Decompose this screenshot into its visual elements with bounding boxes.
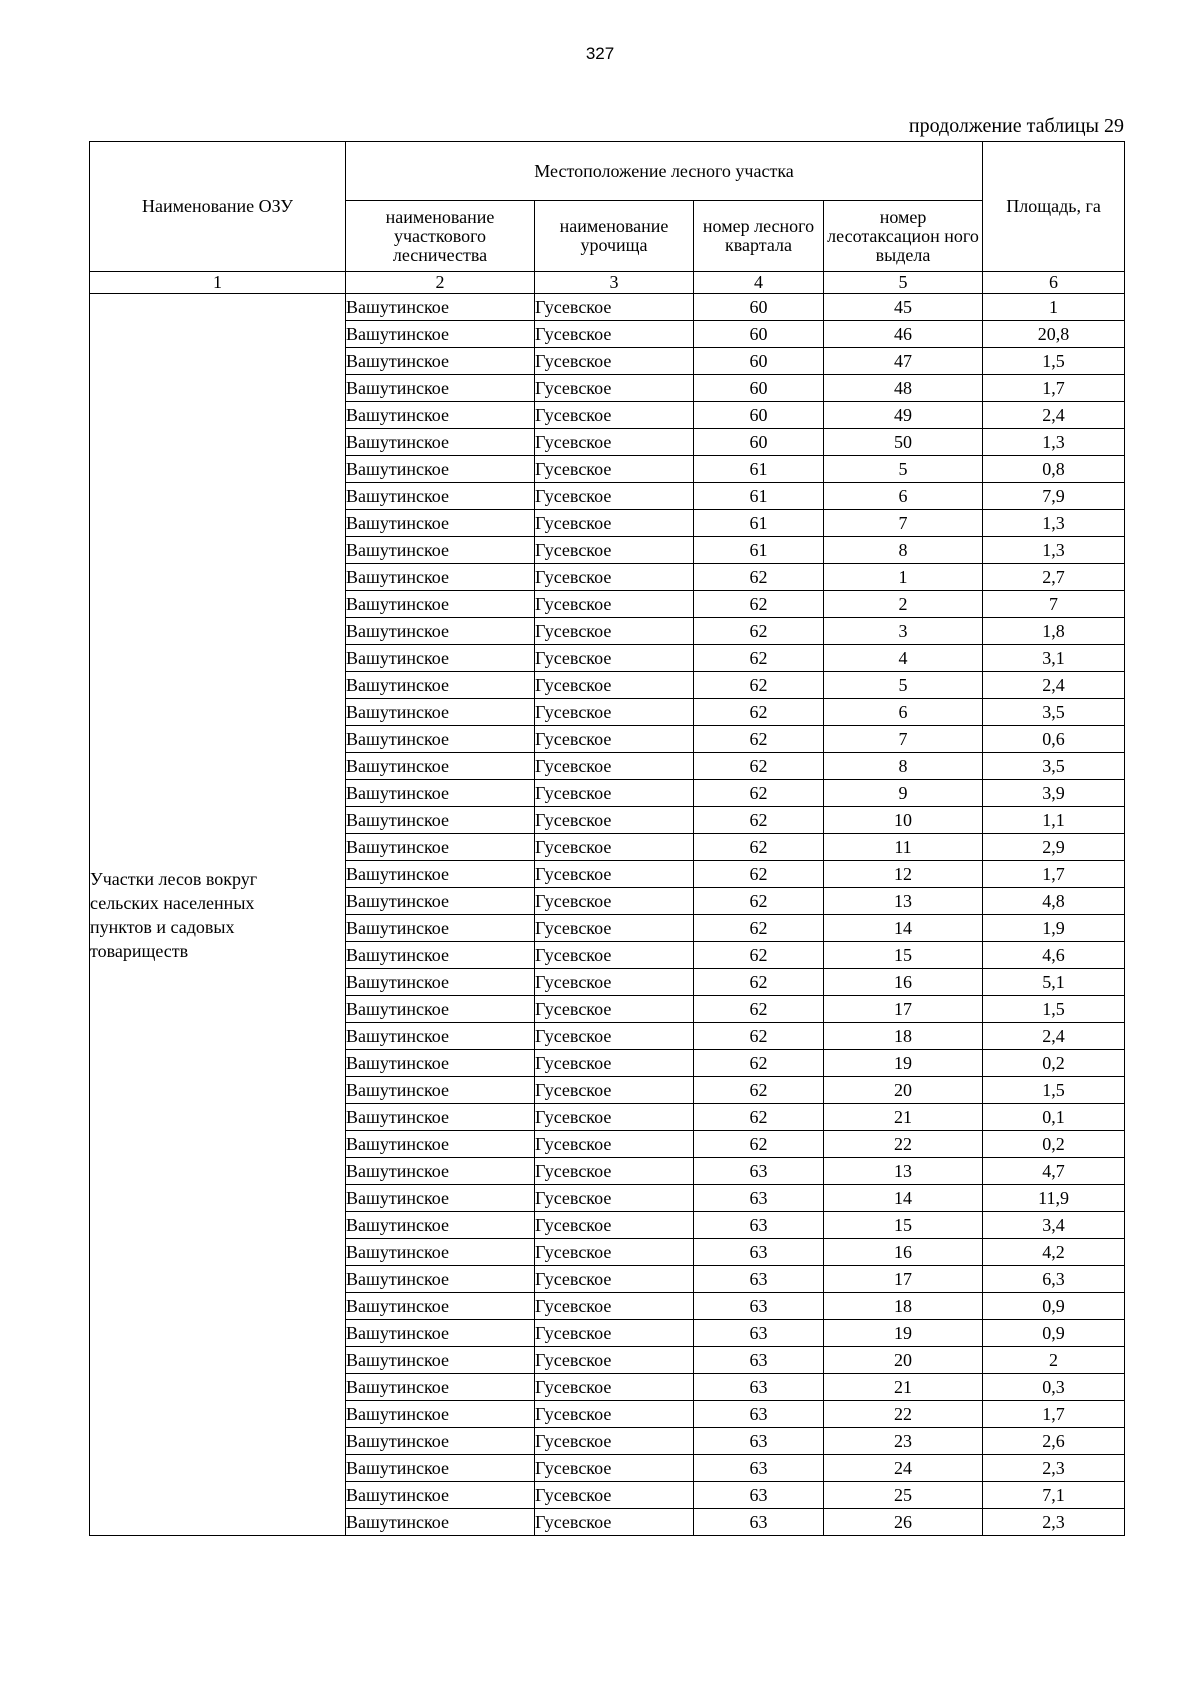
cell-area: 2,4 xyxy=(983,1023,1125,1050)
ozu-name-cell xyxy=(90,294,346,1536)
cell-quarter: 62 xyxy=(694,969,824,996)
cell-district: Вашутинское xyxy=(346,429,535,456)
cell-district: Вашутинское xyxy=(346,1239,535,1266)
cell-allotment: 19 xyxy=(824,1050,983,1077)
cell-area: 2,7 xyxy=(983,564,1125,591)
cell-allotment: 16 xyxy=(824,969,983,996)
column-number: 1 xyxy=(90,272,346,294)
cell-area: 3,5 xyxy=(983,753,1125,780)
cell-allotment: 22 xyxy=(824,1131,983,1158)
cell-allotment: 25 xyxy=(824,1482,983,1509)
cell-district: Вашутинское xyxy=(346,1023,535,1050)
cell-area: 3,1 xyxy=(983,645,1125,672)
cell-area: 5,1 xyxy=(983,969,1125,996)
cell-area: 3,9 xyxy=(983,780,1125,807)
cell-allotment: 17 xyxy=(824,996,983,1023)
ozu-name: Участки лесов вокруг сельских населенных пунктов и садовых товариществ xyxy=(90,868,258,961)
cell-allotment: 21 xyxy=(824,1104,983,1131)
cell-area: 1,3 xyxy=(983,429,1125,456)
cell-district: Вашутинское xyxy=(346,1401,535,1428)
header-tract: наименование урочища xyxy=(535,201,694,272)
cell-quarter: 60 xyxy=(694,321,824,348)
cell-district: Вашутинское xyxy=(346,483,535,510)
cell-quarter: 63 xyxy=(694,1212,824,1239)
cell-tract: Гусевское xyxy=(535,1158,694,1185)
cell-tract: Гусевское xyxy=(535,1131,694,1158)
cell-district: Вашутинское xyxy=(346,591,535,618)
cell-allotment: 49 xyxy=(824,402,983,429)
column-number: 2 xyxy=(346,272,535,294)
cell-tract: Гусевское xyxy=(535,348,694,375)
column-number: 5 xyxy=(824,272,983,294)
cell-tract: Гусевское xyxy=(535,807,694,834)
cell-allotment: 15 xyxy=(824,942,983,969)
cell-district: Вашутинское xyxy=(346,1509,535,1536)
cell-area: 1 xyxy=(983,294,1125,321)
cell-district: Вашутинское xyxy=(346,969,535,996)
cell-allotment: 10 xyxy=(824,807,983,834)
cell-district: Вашутинское xyxy=(346,1320,535,1347)
cell-tract: Гусевское xyxy=(535,510,694,537)
cell-quarter: 62 xyxy=(694,1131,824,1158)
cell-area: 1,7 xyxy=(983,1401,1125,1428)
column-number: 3 xyxy=(535,272,694,294)
cell-allotment: 16 xyxy=(824,1239,983,1266)
cell-quarter: 62 xyxy=(694,1077,824,1104)
cell-district: Вашутинское xyxy=(346,1158,535,1185)
cell-district: Вашутинское xyxy=(346,645,535,672)
cell-area: 2,4 xyxy=(983,672,1125,699)
cell-quarter: 62 xyxy=(694,942,824,969)
cell-quarter: 60 xyxy=(694,402,824,429)
cell-tract: Гусевское xyxy=(535,375,694,402)
cell-district: Вашутинское xyxy=(346,1293,535,1320)
header-location-group: Местоположение лесного участка xyxy=(346,142,983,201)
cell-quarter: 62 xyxy=(694,861,824,888)
cell-tract: Гусевское xyxy=(535,402,694,429)
cell-allotment: 6 xyxy=(824,699,983,726)
cell-allotment: 19 xyxy=(824,1320,983,1347)
cell-district: Вашутинское xyxy=(346,1266,535,1293)
cell-tract: Гусевское xyxy=(535,1050,694,1077)
cell-allotment: 20 xyxy=(824,1347,983,1374)
cell-area: 2,6 xyxy=(983,1428,1125,1455)
cell-quarter: 62 xyxy=(694,618,824,645)
cell-area: 4,7 xyxy=(983,1158,1125,1185)
cell-tract: Гусевское xyxy=(535,1077,694,1104)
cell-allotment: 7 xyxy=(824,510,983,537)
cell-district: Вашутинское xyxy=(346,1104,535,1131)
cell-district: Вашутинское xyxy=(346,996,535,1023)
cell-allotment: 45 xyxy=(824,294,983,321)
cell-tract: Гусевское xyxy=(535,564,694,591)
cell-quarter: 63 xyxy=(694,1158,824,1185)
cell-district: Вашутинское xyxy=(346,510,535,537)
cell-quarter: 62 xyxy=(694,699,824,726)
cell-district: Вашутинское xyxy=(346,888,535,915)
cell-district: Вашутинское xyxy=(346,1428,535,1455)
header-area: Площадь, га xyxy=(983,142,1125,272)
header-ozu-name: Наименование ОЗУ xyxy=(90,142,346,272)
cell-area: 2,3 xyxy=(983,1509,1125,1536)
cell-quarter: 62 xyxy=(694,1104,824,1131)
cell-allotment: 48 xyxy=(824,375,983,402)
cell-tract: Гусевское xyxy=(535,591,694,618)
cell-district: Вашутинское xyxy=(346,456,535,483)
cell-tract: Гусевское xyxy=(535,1347,694,1374)
cell-district: Вашутинское xyxy=(346,942,535,969)
cell-area: 11,9 xyxy=(983,1185,1125,1212)
cell-allotment: 26 xyxy=(824,1509,983,1536)
cell-tract: Гусевское xyxy=(535,1401,694,1428)
cell-allotment: 8 xyxy=(824,753,983,780)
cell-district: Вашутинское xyxy=(346,348,535,375)
cell-area: 2,9 xyxy=(983,834,1125,861)
cell-area: 1,3 xyxy=(983,537,1125,564)
cell-allotment: 7 xyxy=(824,726,983,753)
cell-quarter: 62 xyxy=(694,753,824,780)
cell-quarter: 62 xyxy=(694,780,824,807)
cell-tract: Гусевское xyxy=(535,456,694,483)
cell-district: Вашутинское xyxy=(346,1212,535,1239)
cell-allotment: 24 xyxy=(824,1455,983,1482)
cell-district: Вашутинское xyxy=(346,915,535,942)
cell-quarter: 63 xyxy=(694,1293,824,1320)
cell-district: Вашутинское xyxy=(346,537,535,564)
cell-district: Вашутинское xyxy=(346,726,535,753)
cell-allotment: 18 xyxy=(824,1293,983,1320)
cell-quarter: 62 xyxy=(694,915,824,942)
cell-allotment: 8 xyxy=(824,537,983,564)
header-forestry-district: наименование участкового лесничества xyxy=(346,201,535,272)
cell-district: Вашутинское xyxy=(346,618,535,645)
forest-plots-table xyxy=(89,141,1125,1536)
cell-allotment: 11 xyxy=(824,834,983,861)
cell-allotment: 20 xyxy=(824,1077,983,1104)
header-allotment-number: номер лесотаксацион ного выдела xyxy=(824,201,983,272)
cell-area: 1,7 xyxy=(983,861,1125,888)
table-row xyxy=(90,294,1125,321)
cell-tract: Гусевское xyxy=(535,861,694,888)
cell-tract: Гусевское xyxy=(535,483,694,510)
cell-allotment: 47 xyxy=(824,348,983,375)
cell-allotment: 9 xyxy=(824,780,983,807)
cell-area: 0,2 xyxy=(983,1050,1125,1077)
cell-allotment: 15 xyxy=(824,1212,983,1239)
cell-tract: Гусевское xyxy=(535,672,694,699)
cell-tract: Гусевское xyxy=(535,537,694,564)
cell-area: 0,9 xyxy=(983,1293,1125,1320)
cell-quarter: 62 xyxy=(694,1050,824,1077)
cell-tract: Гусевское xyxy=(535,726,694,753)
cell-quarter: 63 xyxy=(694,1428,824,1455)
cell-tract: Гусевское xyxy=(535,645,694,672)
cell-district: Вашутинское xyxy=(346,1077,535,1104)
cell-area: 2,3 xyxy=(983,1455,1125,1482)
cell-district: Вашутинское xyxy=(346,1185,535,1212)
cell-district: Вашутинское xyxy=(346,1482,535,1509)
cell-tract: Гусевское xyxy=(535,294,694,321)
cell-quarter: 61 xyxy=(694,537,824,564)
cell-area: 0,1 xyxy=(983,1104,1125,1131)
cell-allotment: 13 xyxy=(824,888,983,915)
cell-allotment: 2 xyxy=(824,591,983,618)
cell-allotment: 5 xyxy=(824,456,983,483)
cell-quarter: 60 xyxy=(694,294,824,321)
cell-quarter: 61 xyxy=(694,510,824,537)
cell-allotment: 1 xyxy=(824,564,983,591)
cell-quarter: 63 xyxy=(694,1374,824,1401)
column-number: 6 xyxy=(983,272,1125,294)
table-body xyxy=(90,294,1125,1536)
cell-area: 1,1 xyxy=(983,807,1125,834)
cell-district: Вашутинское xyxy=(346,861,535,888)
cell-quarter: 63 xyxy=(694,1401,824,1428)
header-quarter-number: номер лесного квартала xyxy=(694,201,824,272)
cell-district: Вашутинское xyxy=(346,1347,535,1374)
cell-quarter: 61 xyxy=(694,456,824,483)
cell-quarter: 63 xyxy=(694,1455,824,1482)
cell-tract: Гусевское xyxy=(535,996,694,1023)
cell-tract: Гусевское xyxy=(535,780,694,807)
cell-district: Вашутинское xyxy=(346,375,535,402)
cell-district: Вашутинское xyxy=(346,672,535,699)
cell-area: 1,3 xyxy=(983,510,1125,537)
cell-allotment: 21 xyxy=(824,1374,983,1401)
cell-quarter: 63 xyxy=(694,1239,824,1266)
cell-quarter: 61 xyxy=(694,483,824,510)
cell-district: Вашутинское xyxy=(346,1131,535,1158)
cell-area: 2,4 xyxy=(983,402,1125,429)
page-number: 327 xyxy=(585,44,615,63)
cell-tract: Гусевское xyxy=(535,834,694,861)
cell-tract: Гусевское xyxy=(535,1509,694,1536)
cell-allotment: 14 xyxy=(824,915,983,942)
cell-allotment: 14 xyxy=(824,1185,983,1212)
cell-area: 7,1 xyxy=(983,1482,1125,1509)
cell-area: 0,3 xyxy=(983,1374,1125,1401)
cell-tract: Гусевское xyxy=(535,429,694,456)
cell-district: Вашутинское xyxy=(346,1374,535,1401)
cell-district: Вашутинское xyxy=(346,1455,535,1482)
cell-area: 1,9 xyxy=(983,915,1125,942)
cell-area: 0,8 xyxy=(983,456,1125,483)
cell-allotment: 13 xyxy=(824,1158,983,1185)
table-header xyxy=(90,142,1125,294)
cell-district: Вашутинское xyxy=(346,294,535,321)
cell-allotment: 5 xyxy=(824,672,983,699)
cell-allotment: 12 xyxy=(824,861,983,888)
column-number: 4 xyxy=(694,272,824,294)
cell-district: Вашутинское xyxy=(346,402,535,429)
cell-area: 1,8 xyxy=(983,618,1125,645)
cell-area: 1,5 xyxy=(983,348,1125,375)
cell-tract: Гусевское xyxy=(535,942,694,969)
cell-area: 1,5 xyxy=(983,1077,1125,1104)
cell-area: 7,9 xyxy=(983,483,1125,510)
cell-district: Вашутинское xyxy=(346,1050,535,1077)
cell-allotment: 17 xyxy=(824,1266,983,1293)
cell-area: 6,3 xyxy=(983,1266,1125,1293)
cell-allotment: 22 xyxy=(824,1401,983,1428)
cell-area: 1,5 xyxy=(983,996,1125,1023)
cell-area: 4,2 xyxy=(983,1239,1125,1266)
cell-quarter: 63 xyxy=(694,1482,824,1509)
cell-tract: Гусевское xyxy=(535,1374,694,1401)
cell-quarter: 63 xyxy=(694,1347,824,1374)
cell-tract: Гусевское xyxy=(535,321,694,348)
cell-quarter: 60 xyxy=(694,429,824,456)
cell-tract: Гусевское xyxy=(535,1239,694,1266)
cell-tract: Гусевское xyxy=(535,1455,694,1482)
cell-area: 4,6 xyxy=(983,942,1125,969)
cell-quarter: 63 xyxy=(694,1185,824,1212)
cell-allotment: 4 xyxy=(824,645,983,672)
cell-district: Вашутинское xyxy=(346,807,535,834)
cell-area: 1,7 xyxy=(983,375,1125,402)
cell-tract: Гусевское xyxy=(535,753,694,780)
cell-tract: Гусевское xyxy=(535,1293,694,1320)
cell-quarter: 62 xyxy=(694,996,824,1023)
cell-allotment: 50 xyxy=(824,429,983,456)
cell-quarter: 60 xyxy=(694,348,824,375)
cell-tract: Гусевское xyxy=(535,1482,694,1509)
cell-quarter: 63 xyxy=(694,1320,824,1347)
cell-tract: Гусевское xyxy=(535,969,694,996)
cell-district: Вашутинское xyxy=(346,321,535,348)
cell-allotment: 6 xyxy=(824,483,983,510)
cell-quarter: 60 xyxy=(694,375,824,402)
cell-tract: Гусевское xyxy=(535,1185,694,1212)
cell-quarter: 62 xyxy=(694,672,824,699)
cell-tract: Гусевское xyxy=(535,699,694,726)
cell-district: Вашутинское xyxy=(346,834,535,861)
cell-area: 0,9 xyxy=(983,1320,1125,1347)
cell-tract: Гусевское xyxy=(535,1212,694,1239)
cell-tract: Гусевское xyxy=(535,1104,694,1131)
cell-quarter: 62 xyxy=(694,807,824,834)
cell-district: Вашутинское xyxy=(346,780,535,807)
cell-area: 3,4 xyxy=(983,1212,1125,1239)
cell-district: Вашутинское xyxy=(346,753,535,780)
cell-quarter: 62 xyxy=(694,726,824,753)
cell-area: 0,6 xyxy=(983,726,1125,753)
cell-quarter: 62 xyxy=(694,888,824,915)
cell-tract: Гусевское xyxy=(535,1023,694,1050)
cell-tract: Гусевское xyxy=(535,1428,694,1455)
cell-allotment: 23 xyxy=(824,1428,983,1455)
cell-area: 0,2 xyxy=(983,1131,1125,1158)
cell-tract: Гусевское xyxy=(535,915,694,942)
cell-district: Вашутинское xyxy=(346,564,535,591)
cell-area: 3,5 xyxy=(983,699,1125,726)
cell-tract: Гусевское xyxy=(535,1320,694,1347)
cell-quarter: 62 xyxy=(694,1023,824,1050)
cell-tract: Гусевское xyxy=(535,618,694,645)
cell-allotment: 18 xyxy=(824,1023,983,1050)
cell-quarter: 62 xyxy=(694,834,824,861)
cell-allotment: 46 xyxy=(824,321,983,348)
cell-quarter: 62 xyxy=(694,591,824,618)
cell-area: 4,8 xyxy=(983,888,1125,915)
cell-district: Вашутинское xyxy=(346,699,535,726)
cell-area: 20,8 xyxy=(983,321,1125,348)
cell-quarter: 63 xyxy=(694,1266,824,1293)
cell-quarter: 62 xyxy=(694,564,824,591)
cell-allotment: 3 xyxy=(824,618,983,645)
cell-quarter: 63 xyxy=(694,1509,824,1536)
cell-tract: Гусевское xyxy=(535,888,694,915)
cell-area: 7 xyxy=(983,591,1125,618)
cell-quarter: 62 xyxy=(694,645,824,672)
cell-tract: Гусевское xyxy=(535,1266,694,1293)
table-caption: продолжение таблицы 29 xyxy=(908,115,1124,137)
cell-area: 2 xyxy=(983,1347,1125,1374)
